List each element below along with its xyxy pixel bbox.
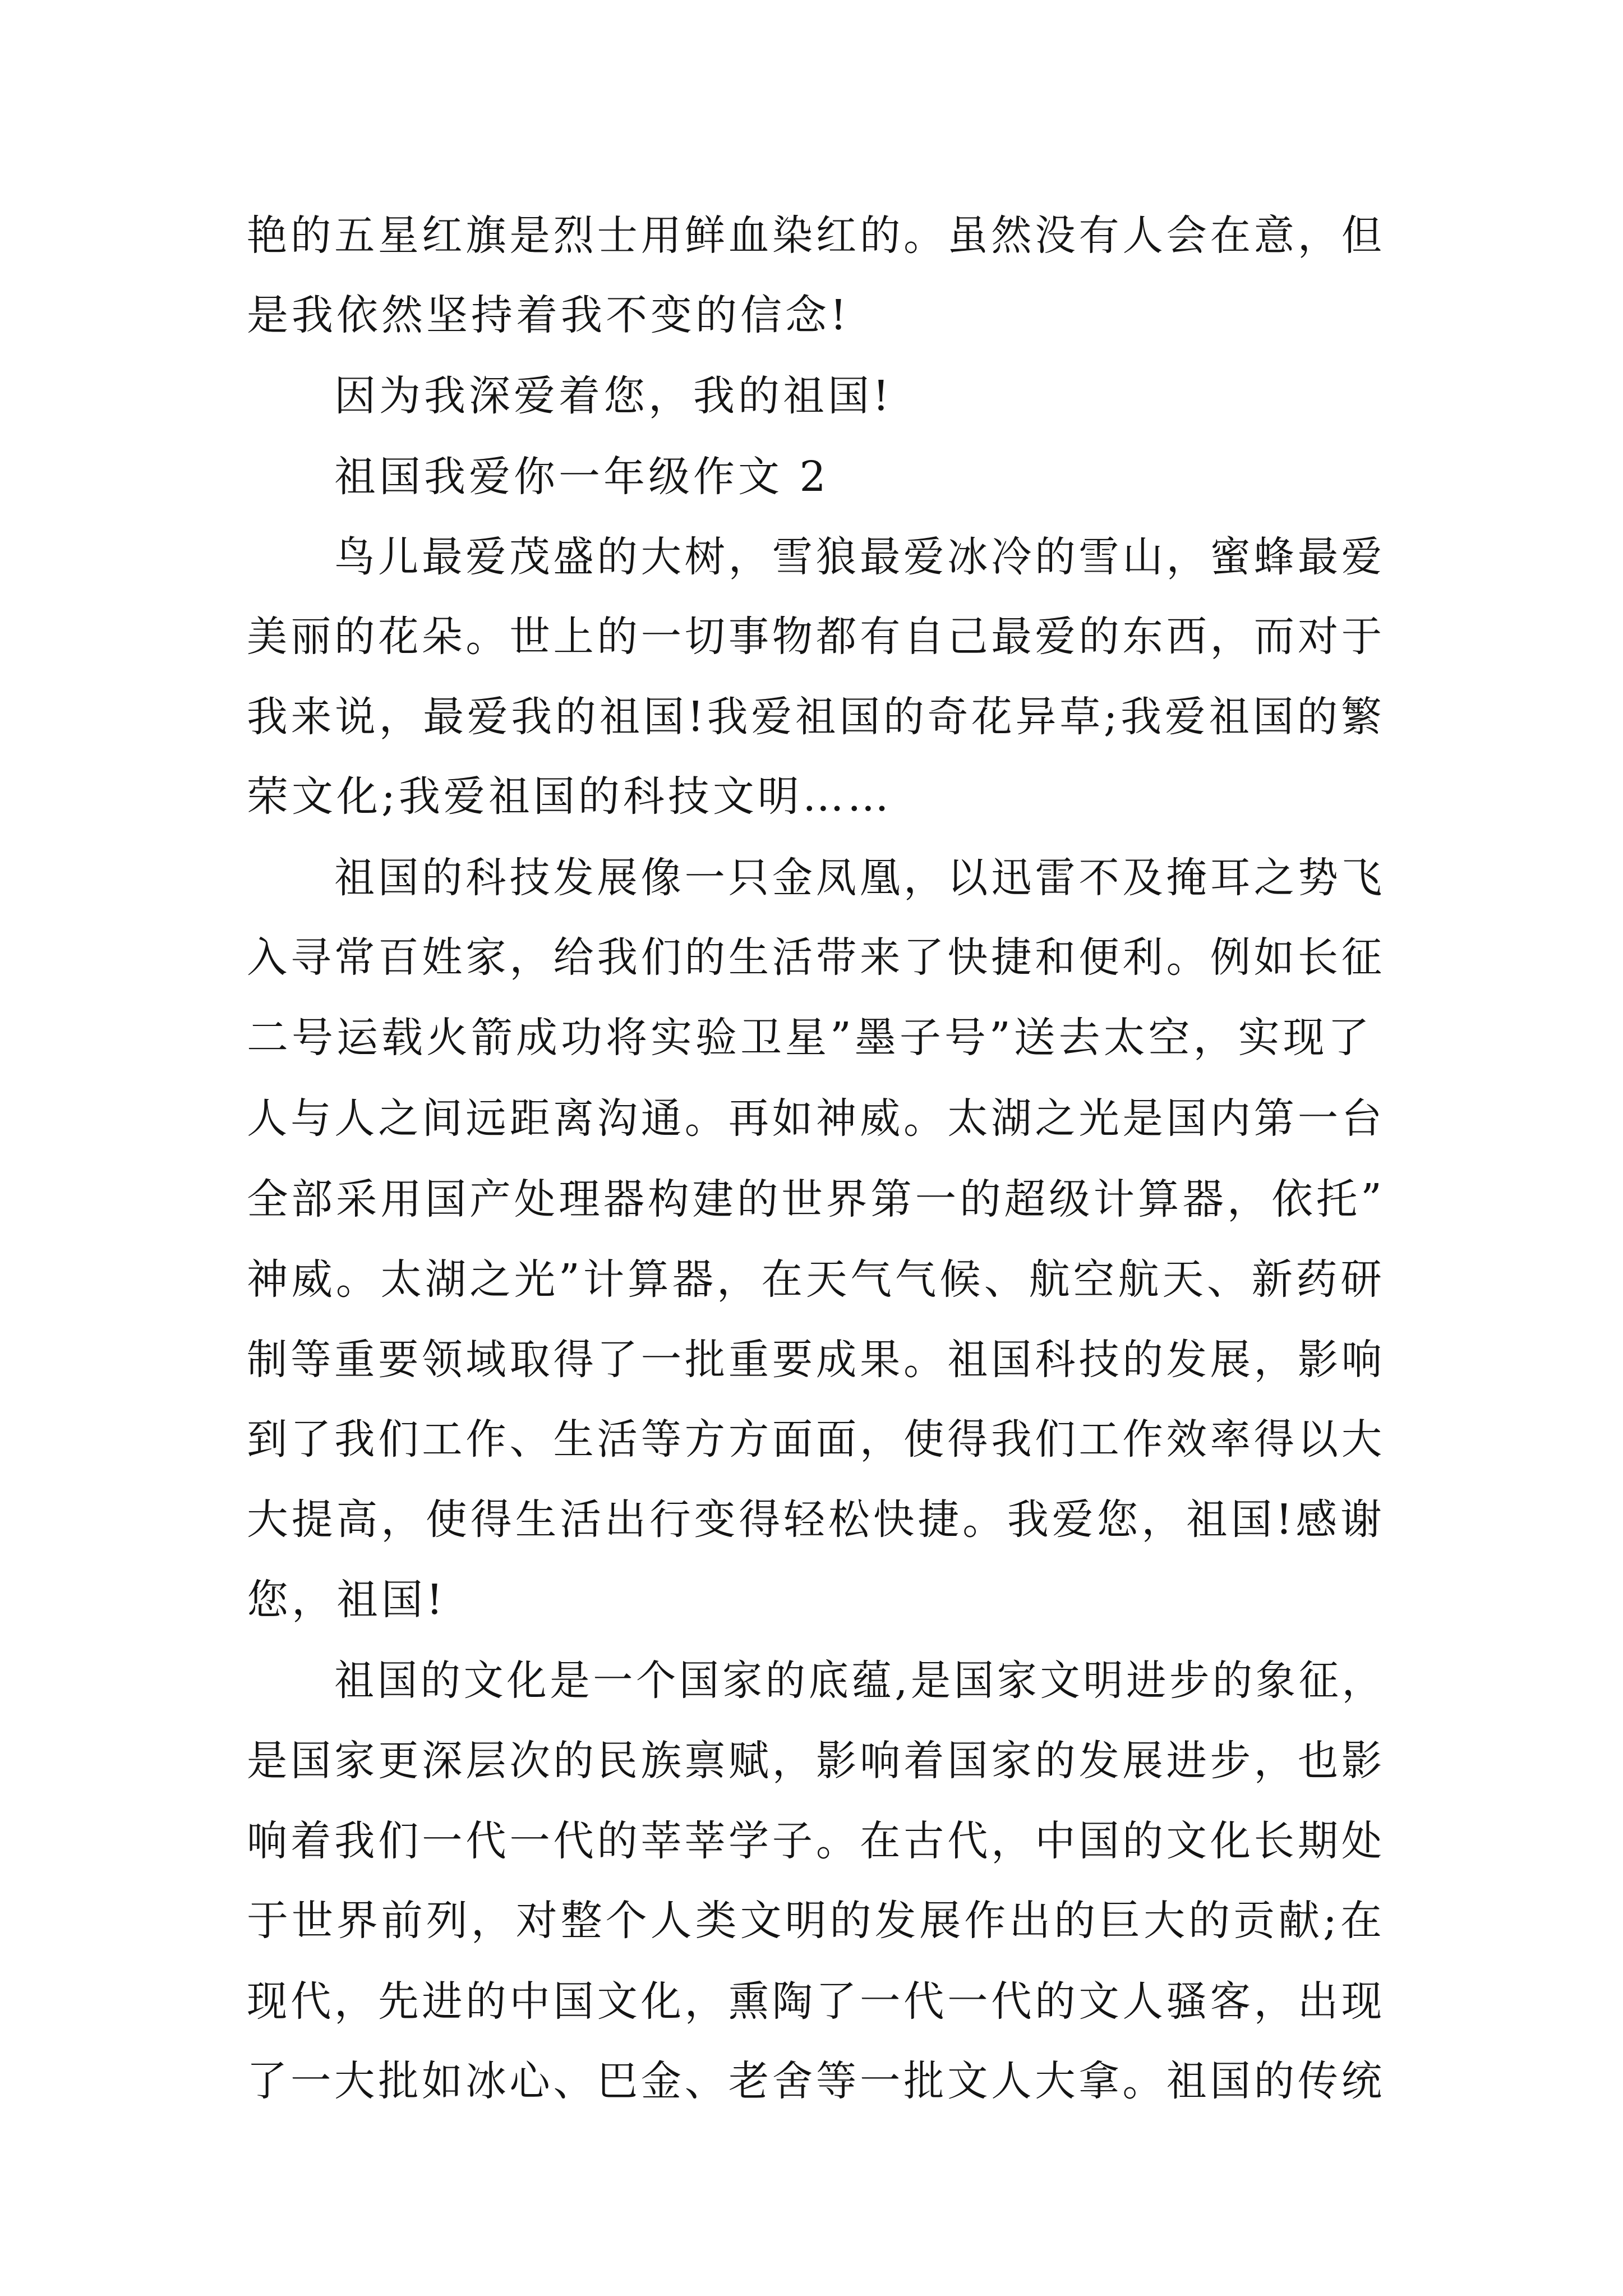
text-line: 现代，先进的中国文化，熏陶了一代一代的文人骚客，出现 [247, 1977, 1385, 2026]
text-line: 了一大批如冰心、巴金、老舍等一批文人大拿。祖国的传统 [247, 2057, 1385, 2105]
text-line: 祖国的科技发展像一只金凤凰，以迅雷不及掩耳之势飞 [334, 854, 1385, 902]
text-line: 响着我们一代一代的莘莘学子。在古代，中国的文化长期处 [247, 1817, 1385, 1865]
text-line: 您，祖国! [247, 1576, 446, 1624]
text-line: 人与人之间远距离沟通。再如神威。太湖之光是国内第一台 [247, 1094, 1385, 1143]
text-line: 入寻常百姓家，给我们的生活带来了快捷和便利。例如长征 [247, 933, 1385, 982]
text-line: 大提高，使得生活出行变得轻松快捷。我爱您，祖国!感谢 [247, 1496, 1385, 1544]
text-line: 鸟儿最爱茂盛的大树，雪狼最爱冰冷的雪山，蜜蜂最爱 [334, 533, 1385, 581]
text-line: 艳的五星红旗是烈士用鲜血染红的。虽然没有人会在意，但 [247, 211, 1385, 260]
text-line: 二号运载火箭成功将实验卫星”墨子号”送去太空，实现了 [247, 1014, 1373, 1062]
text-line: 美丽的花朵。世上的一切事物都有自己最爱的东西，而对于 [247, 613, 1385, 661]
text-line: 全部采用国产处理器构建的世界第一的超级计算器，依托” [247, 1175, 1385, 1223]
text-line: 是国家更深层次的民族禀赋，影响着国家的发展进步，也影 [247, 1737, 1385, 1785]
text-line: 祖国的文化是一个国家的底蕴,是国家文明进步的象征， [334, 1657, 1385, 1705]
text-line: 神威。太湖之光”计算器，在天气气候、航空航天、新药研 [247, 1255, 1385, 1304]
text-line: 是我依然坚持着我不变的信念! [247, 291, 850, 339]
text-line: 荣文化;我爱祖国的科技文明…… [247, 772, 892, 821]
text-line: 我来说，最爱我的祖国!我爱祖国的奇花异草;我爱祖国的繁 [247, 693, 1385, 741]
text-line: 因为我深爱着您，我的祖国! [334, 372, 893, 420]
section-heading: 祖国我爱你一年级作文 2 [334, 453, 829, 501]
text-line: 于世界前列，对整个人类文明的发展作出的巨大的贡献;在 [247, 1897, 1385, 1945]
text-line: 到了我们工作、生活等方方面面，使得我们工作效率得以大 [247, 1415, 1385, 1464]
text-line: 制等重要领域取得了一批重要成果。祖国科技的发展，影响 [247, 1336, 1385, 1384]
